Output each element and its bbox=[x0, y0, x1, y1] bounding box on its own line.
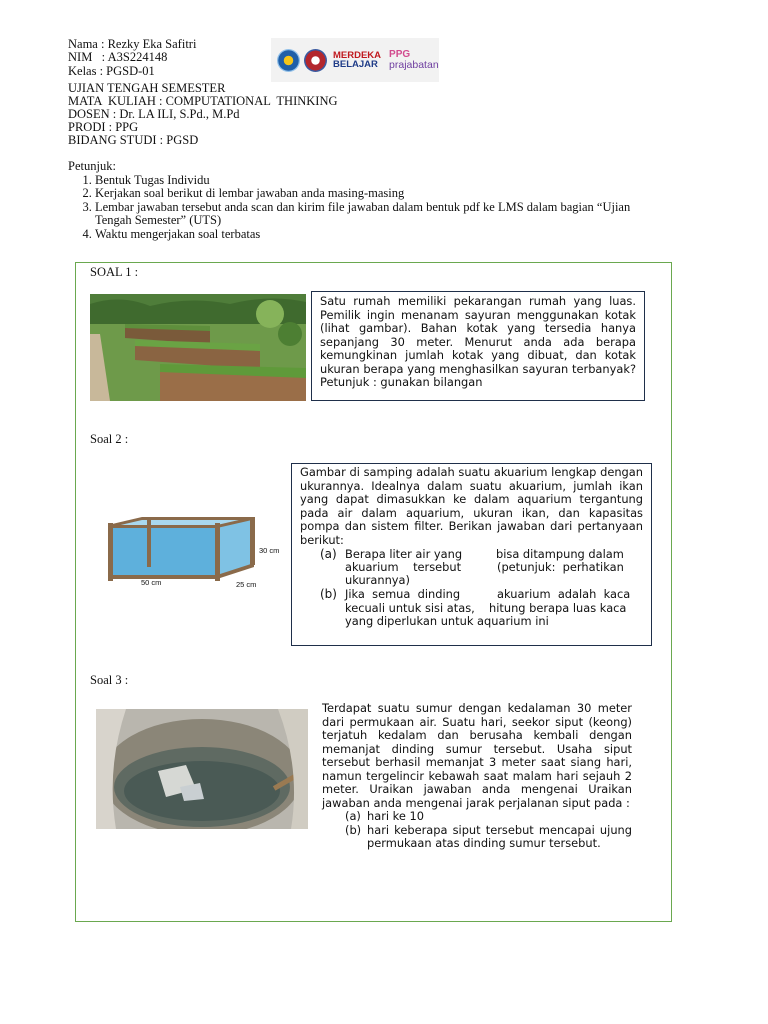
subitem-a-marker: (a) bbox=[320, 547, 337, 561]
exam-title: UJIAN TENGAH SEMESTER bbox=[68, 81, 226, 95]
subitem-b-marker: (b) bbox=[320, 587, 337, 601]
student-name: Nama : Rezky Eka Safitri bbox=[68, 37, 197, 51]
dimension-length-label: 50 cm bbox=[141, 578, 162, 587]
well-photo bbox=[96, 709, 308, 829]
university-seal-icon bbox=[304, 49, 327, 72]
subitem-a-line1-right: bisa ditampung dalam bbox=[496, 547, 624, 561]
question-1-text-box bbox=[311, 291, 645, 401]
student-class: Kelas : PGSD-01 bbox=[68, 64, 155, 78]
question-2-label: Soal 2 : bbox=[90, 432, 129, 446]
instruction-item: 4. Waktu mengerjakan soal terbatas bbox=[95, 228, 668, 242]
subitem-b-line2-right: hitung berapa luas kaca bbox=[489, 601, 627, 615]
instructions-list bbox=[68, 174, 668, 242]
student-nim: NIM : A3S224148 bbox=[68, 50, 168, 64]
instruction-item: 2. Kerjakan soal berikut di lembar jawaban anda masing-masing bbox=[95, 187, 668, 201]
question-1-text: Satu rumah memiliki pekarangan rumah yang luas. Pemilik ingin menanam sayuran menggunakan kotak (lihat gambar). Bahan kotak yang tersedia hanya sepanjang 30 meter. Menurut anda ada berapa kemungkinan jumlah kotak yang dibuat, dan kotak ukuran berapa yang menghasilkan sayuran terbanyak? Petunjuk : gunakan bilangan bbox=[320, 294, 636, 389]
merdeka-belajar-logo: MERDEKA BELAJAR bbox=[333, 50, 382, 70]
subitem-a-line3: ukurannya) bbox=[345, 573, 410, 587]
subitem-b-text: hari keberapa siput tersebut mencapai ujung permukaan atas dinding sumur tersebut. bbox=[367, 822, 632, 850]
instructions-title: Petunjuk: bbox=[68, 159, 116, 173]
subitem-a-marker: (a) bbox=[345, 809, 361, 823]
question-3-item-a bbox=[322, 810, 632, 824]
logo-banner bbox=[271, 38, 439, 82]
question-3-text: Terdapat suatu sumur dengan kedalaman 30 meter dari permukaan air. Suatu hari, seekor siput (keong) terjatuh kedalam dan berusaha kembali dengan memanjat dinding sumur tersebut. Usaha siput tersebut berhasil memanjat 3 meter saat siang hari, namun tergelincir kebawah saat malam hari sejauh 2 meter. Uraikan jawaban anda mengenai Uraikan jawaban anda mengenai jarak perjalanan siput pada : bbox=[322, 701, 632, 810]
subitem-a-line2: akuarium tersebut bbox=[345, 560, 462, 574]
course-name: MATA KULIAH : COMPUTATIONAL THINKING bbox=[68, 94, 338, 108]
field-of-study: BIDANG STUDI : PGSD bbox=[68, 133, 199, 147]
dimension-height-label: 30 cm bbox=[259, 546, 280, 555]
subitem-b-marker: (b) bbox=[345, 822, 362, 837]
subitem-a-line1: Berapa liter air yang bbox=[345, 547, 463, 561]
question-3-body bbox=[322, 702, 632, 851]
question-2-text-box bbox=[291, 463, 652, 646]
subitem-b-line3: yang diperlukan untuk aquarium ini bbox=[345, 614, 549, 628]
subitem-a-line2-right: (petunjuk: perhatikan bbox=[497, 560, 624, 574]
kemdikbud-logo-icon bbox=[277, 49, 300, 72]
subitem-b-line1: Jika semua dinding bbox=[345, 587, 461, 601]
instruction-item: 1. Bentuk Tugas Individu bbox=[95, 174, 668, 188]
question-1-label: SOAL 1 : bbox=[90, 265, 139, 279]
instruction-item: 3. Lembar jawaban tersebut anda scan dan kirim file jawaban dalam bentuk pdf ke LMS dalam bagian “Ujian Tengah Semester” (UTS) bbox=[95, 201, 668, 228]
lecturer: DOSEN : Dr. LA ILI, S.Pd., M.Pd bbox=[68, 107, 240, 121]
subitem-b-line1-right: akuarium adalah kaca bbox=[497, 587, 631, 601]
question-3-item-b bbox=[322, 824, 632, 851]
dimension-width-label: 25 cm bbox=[236, 580, 257, 589]
garden-photo bbox=[90, 294, 306, 401]
ppg-prajabatan-logo: PPG prajabatan bbox=[389, 49, 439, 71]
question-3-label: Soal 3 : bbox=[90, 673, 129, 687]
instructions bbox=[68, 160, 668, 241]
question-2-subitems bbox=[300, 547, 643, 627]
question-2-text: Gambar di samping adalah suatu akuarium lengkap dengan ukurannya. Idealnya dalam suatu akuarium, jumlah ikan yang dapat dimasukkan ke dalam aquarium tergantung pada air dalam aquarium, ukuran ikan, dan kapasitas pompa dan sistem filter. Berikan jawaban dari pertanyaan berikut: bbox=[300, 465, 643, 547]
subitem-a-text: hari ke 10 bbox=[367, 809, 424, 823]
subitem-b-line2: kecuali untuk sisi atas, bbox=[345, 601, 475, 615]
study-program: PRODI : PPG bbox=[68, 120, 139, 134]
